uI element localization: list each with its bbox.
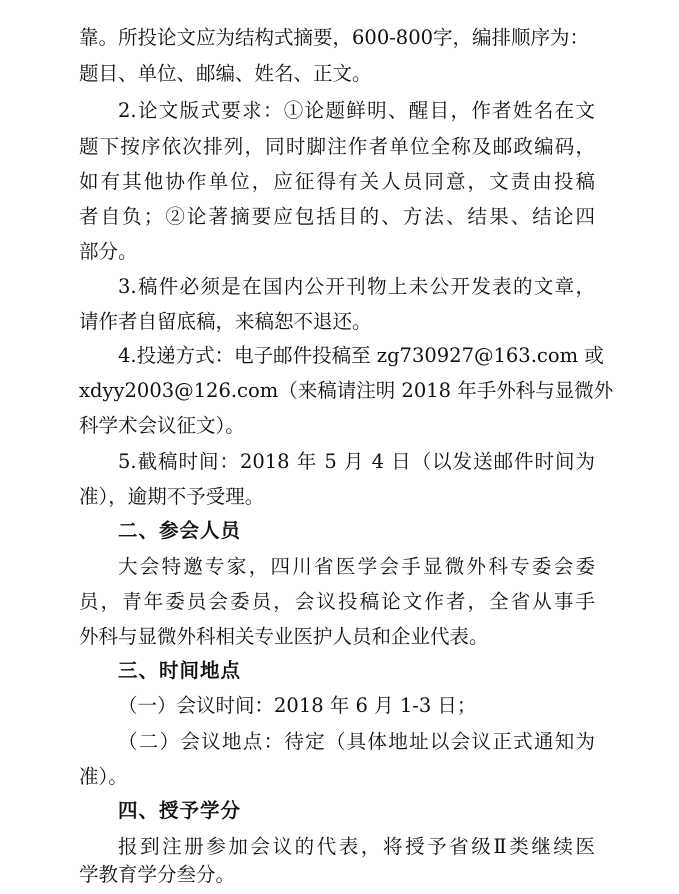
text-line: 员，青年委员会委员，会议投稿论文作者，全省从事手 (79, 590, 595, 613)
text-line: 外科与显微外科相关专业医护人员和企业代表。 (79, 625, 489, 648)
text-line: 2.论文版式要求：①论题鲜明、醒目，作者姓名在文 (118, 99, 595, 122)
text-line: 3.稿件必须是在国内公开刊物上未公开发表的文章， (118, 275, 595, 298)
text-line: 者自负；②论著摘要应包括目的、方法、结果、结论四 (79, 205, 595, 228)
text-line: 请作者自留底稿，来稿恕不退还。 (79, 310, 372, 333)
text-line: xdyy2003@126.com（来稿请注明 2018 年手外科与显微外 (79, 379, 614, 402)
text-line: （二）会议地点：待定（具体地址以会议正式通知为 (118, 730, 595, 753)
text-line: 科学术会议征文）。 (79, 414, 245, 437)
text-line: 学教育学分叁分。 (79, 863, 236, 886)
text-line: 靠。所投论文应为结构式摘要，600-800字，编排顺序为： (79, 26, 590, 49)
text-line: 如有其他协作单位，应征得有关人员同意，文责由投稿 (79, 170, 595, 193)
section-heading: 三、时间地点 (118, 659, 242, 682)
text-line: 5.截稿时间：2018 年 5 月 4 日（以发送邮件时间为 (118, 450, 595, 473)
text-line: 4.投递方式：电子邮件投稿至 zg730927@163.com 或 (118, 344, 604, 367)
text-line: 准）。 (79, 765, 128, 788)
text-line: 题下按序依次排列，同时脚注作者单位全称及邮政编码， (79, 135, 595, 158)
section-heading: 二、参会人员 (118, 519, 242, 542)
text-line: 报到注册参加会议的代表，将授予省级Ⅱ类继续医 (118, 835, 595, 858)
text-line: 题目、单位、邮编、姓名、正文。 (79, 62, 372, 85)
text-line: （一）会议时间：2018 年 6 月 1-3 日； (118, 694, 477, 717)
text-line: 部分。 (79, 240, 138, 263)
text-line: 大会特邀专家，四川省医学会手显微外科专委会委 (118, 555, 595, 578)
section-heading: 四、授予学分 (118, 799, 242, 822)
text-line: 准），逾期不予受理。 (79, 485, 265, 508)
